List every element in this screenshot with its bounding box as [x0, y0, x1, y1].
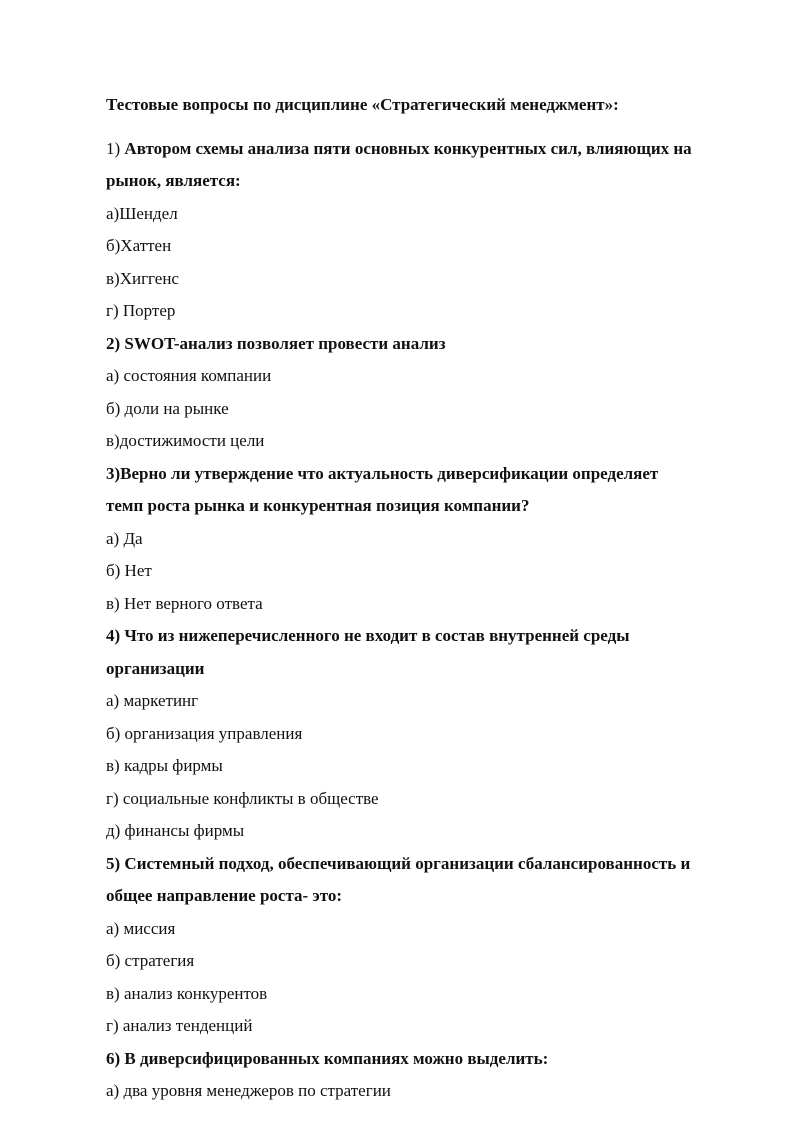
answer-option: а) Да: [106, 528, 143, 548]
answer-option: г) анализ тенденций: [106, 1016, 253, 1035]
answer-option: а) два уровня менеджеров по стратегии: [106, 1081, 391, 1100]
answer-option: д) финансы фирмы: [106, 821, 245, 840]
answer-option: г) социальные конфликты в обществе: [106, 788, 379, 808]
question-text: 2) SWOT-анализ позволяет провести анализ: [106, 333, 446, 353]
question-text: 6) В диверсифицированных компаниях можно выделить:: [106, 1048, 549, 1068]
question-text-line: Автором схемы анализа пяти основных конкурентных сил, влияющих на: [124, 138, 692, 158]
question-text: 3)Верно ли утверждение что актуальность диверсификации определяет: [106, 463, 659, 483]
answer-option: б) стратегия: [106, 951, 195, 970]
answer-option: в) Нет верного ответа: [106, 593, 263, 613]
document-title: Тестовые вопросы по дисциплине «Стратегический менеджмент»:: [106, 95, 619, 114]
document-page: [106, 89, 771, 1108]
question-text: 5) Системный подход, обеспечивающий организации сбалансированность и: [106, 853, 691, 873]
question-text: [106, 133, 771, 166]
answer-option: б) организация управления: [106, 723, 303, 743]
answer-option: б)Хаттен: [106, 236, 172, 255]
question-6: [106, 1043, 771, 1108]
question-1: [106, 133, 771, 328]
answer-option: в) кадры фирмы: [106, 756, 223, 775]
answer-option: б) Нет: [106, 561, 152, 580]
question-number: 1): [106, 138, 121, 158]
question-5: [106, 848, 771, 1043]
answer-option: в)Хиггенс: [106, 268, 179, 288]
question-3: [106, 458, 771, 621]
question-2: [106, 328, 771, 458]
answer-option: б) доли на рынке: [106, 398, 229, 418]
answer-option: а)Шендел: [106, 203, 178, 223]
question-4: [106, 620, 771, 848]
answer-option: г) Портер: [106, 301, 176, 320]
answer-option: а) маркетинг: [106, 691, 199, 710]
answer-option: а) состояния компании: [106, 366, 272, 385]
answer-option: в) анализ конкурентов: [106, 983, 268, 1003]
question-text-continued: общее направление роста- это:: [106, 886, 343, 905]
question-text: 4) Что из нижеперечисленного не входит в состав внутренней среды: [106, 626, 630, 645]
question-text-continued: темп роста рынка и конкурентная позиция компании?: [106, 496, 530, 515]
answer-option: в)достижимости цели: [106, 431, 265, 450]
question-text-continued: рынок, является:: [106, 171, 241, 190]
answer-option: а) миссия: [106, 918, 176, 938]
question-text-continued: организации: [106, 658, 205, 678]
